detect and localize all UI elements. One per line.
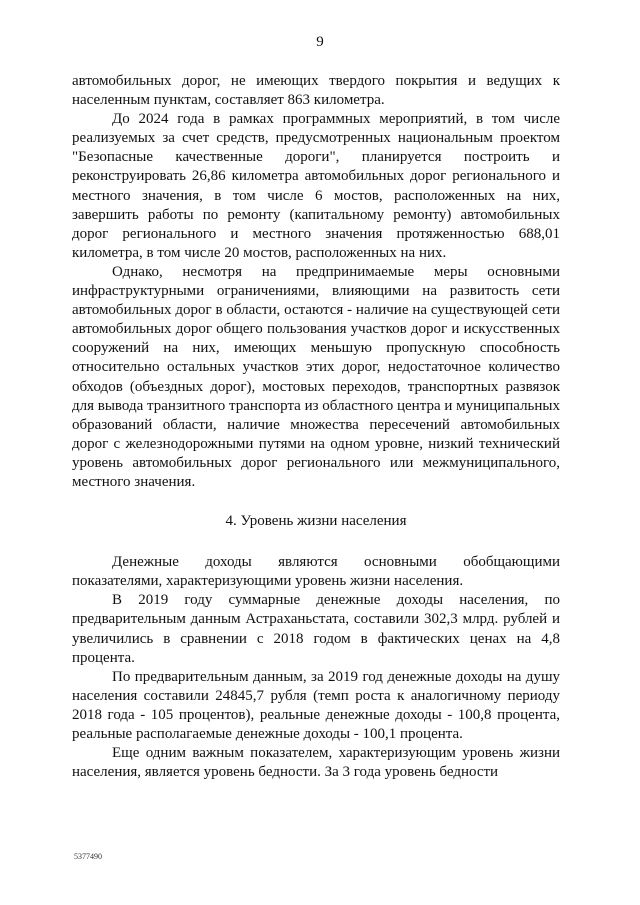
paragraph: В 2019 году суммарные денежные доходы населения, по предварительным данным Астраханьстата, составили 302,3 млрд. рублей и увеличились в сравнении с 2018 годом в фактических ценах на 4,8 процента. [72,592,560,666]
document-code: 5377490 [74,852,102,861]
section-heading: 4. Уровень жизни населения [225,513,407,530]
paragraph: По предварительным данным, за 2019 год денежные доходы на душу населения составили 24845,7 рубля (темп роста к аналогичному периоду 2018 года - 105 процентов), реальные денежные доходы - 100,8 процента, реальные располагаемые денежные доходы - 100,1 процента. [72,668,560,742]
paragraph: автомобильных дорог, не имеющих твердого покрытия и ведущих к населенным пунктам, составляет 863 километра. [72,73,560,109]
paragraph: Денежные доходы являются основными обобщающими показателями, характеризующими уровень жизни населения. [72,554,560,590]
document-body [72,72,560,782]
paragraph: Однако, несмотря на предпринимаемые меры основными инфраструктурными ограничениями, влияющими на развитость сети автомобильных дорог в области, остаются - наличие на существующей сети автомобильных дорог общего пользования участков дорог и искусственных сооружений на них, имеющих меньшую пропускную способность относительно остальных участков этих дорог, недостаточное количество обходов (объездных дорог), мостовых переходов, транспортных развязок для вывода транзитного транспорта из областного центра и муниципальных образований области, наличие множества пересечений автомобильных дорог с железнодорожными путями на одном уровне, низкий технический уровень автомобильных дорог регионального или межмуниципального, местного значения. [72,263,560,490]
paragraph: Еще одним важным показателем, характеризующим уровень жизни населения, является уровень бедности. За 3 года уровень бедности [72,745,560,781]
page-number: 9 [316,34,324,50]
paragraph: До 2024 года в рамках программных мероприятий, в том числе реализуемых за счет средств, предусмотренных национальным проектом "Безопасные качественные дороги", планируется построить и реконструировать 26,86 километра автомобильных дорог регионального и местного значения, в том числе 6 мостов, расположенных на них, завершить работы по ремонту (капитальному ремонту) автомобильных дорог регионального и местного значения протяженностью 688,01 километра, в том числе 20 мостов, расположенных на них. [72,111,560,261]
